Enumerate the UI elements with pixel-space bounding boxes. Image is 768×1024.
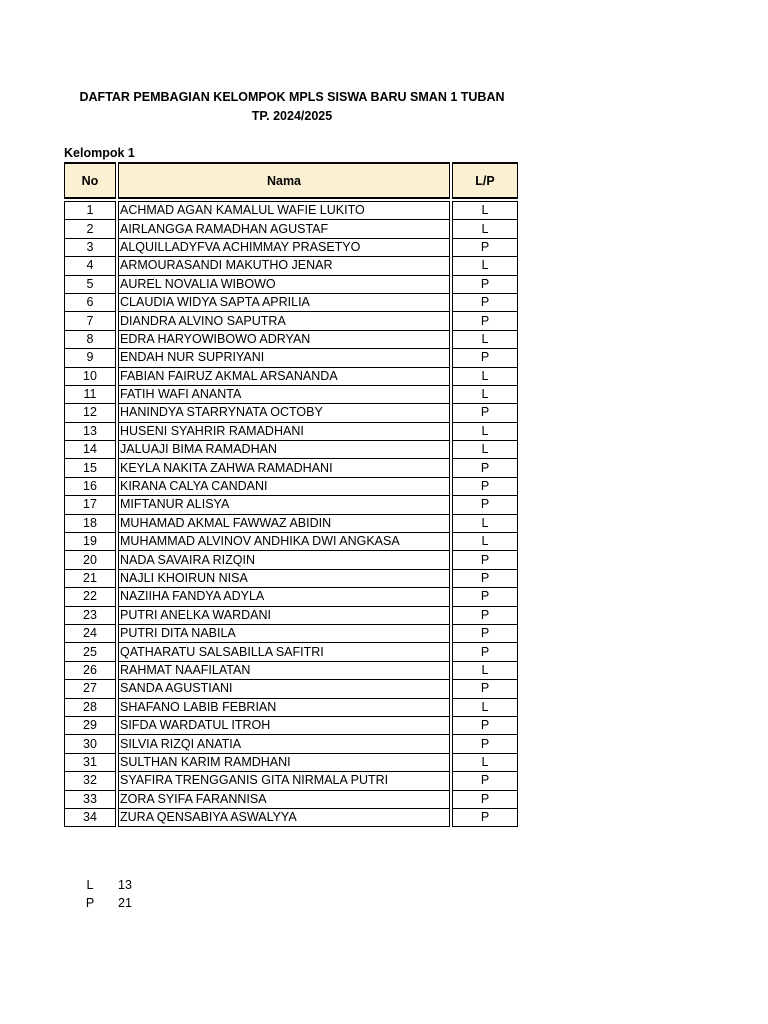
student-name: SYAFIRA TRENGGANIS GITA NIRMALA PUTRI bbox=[118, 772, 450, 790]
row-number: 5 bbox=[64, 276, 116, 294]
student-name: ARMOURASANDI MAKUTHO JENAR bbox=[118, 257, 450, 275]
student-name: MUHAMAD AKMAL FAWWAZ ABIDIN bbox=[118, 515, 450, 533]
student-name: FABIAN FAIRUZ AKMAL ARSANANDA bbox=[118, 368, 450, 386]
student-name: EDRA HARYOWIBOWO ADRYAN bbox=[118, 331, 450, 349]
table-row bbox=[64, 478, 518, 496]
document-subtitle: TP. 2024/2025 bbox=[251, 109, 333, 123]
table-row bbox=[64, 294, 518, 312]
student-gender: P bbox=[452, 570, 518, 588]
table-row bbox=[64, 257, 518, 275]
table-row bbox=[64, 368, 518, 386]
student-gender: P bbox=[452, 551, 518, 569]
row-number: 4 bbox=[64, 257, 116, 275]
row-number: 10 bbox=[64, 368, 116, 386]
table-row bbox=[64, 791, 518, 809]
row-number: 11 bbox=[64, 386, 116, 404]
student-name: NAJLI KHOIRUN NISA bbox=[118, 570, 450, 588]
row-number: 20 bbox=[64, 551, 116, 569]
student-table bbox=[62, 162, 520, 827]
student-gender: L bbox=[452, 201, 518, 220]
summary-count: 21 bbox=[118, 896, 132, 910]
student-gender: L bbox=[452, 368, 518, 386]
student-name: PUTRI DITA NABILA bbox=[118, 625, 450, 643]
student-gender: L bbox=[452, 220, 518, 238]
table-row bbox=[64, 809, 518, 827]
student-name: SILVIA RIZQI ANATIA bbox=[118, 735, 450, 753]
summary-count: 13 bbox=[118, 878, 132, 892]
student-name: SHAFANO LABIB FEBRIAN bbox=[118, 699, 450, 717]
table-body bbox=[64, 199, 518, 827]
table-row bbox=[64, 754, 518, 772]
student-gender: L bbox=[452, 331, 518, 349]
group-label: Kelompok 1 bbox=[64, 146, 135, 160]
student-name: NADA SAVAIRA RIZQIN bbox=[118, 551, 450, 569]
student-gender: P bbox=[452, 607, 518, 625]
summary-key: P bbox=[85, 896, 95, 910]
student-name: ZURA QENSABIYA ASWALYYA bbox=[118, 809, 450, 827]
summary-row bbox=[80, 876, 132, 894]
row-number: 28 bbox=[64, 699, 116, 717]
student-gender: P bbox=[452, 717, 518, 735]
student-gender: P bbox=[452, 276, 518, 294]
table-row bbox=[64, 570, 518, 588]
header-no: No bbox=[64, 162, 116, 199]
student-gender: P bbox=[452, 312, 518, 330]
table-row bbox=[64, 735, 518, 753]
row-number: 12 bbox=[64, 404, 116, 422]
row-number: 31 bbox=[64, 754, 116, 772]
header-name: Nama bbox=[118, 162, 450, 199]
table-row bbox=[64, 717, 518, 735]
row-number: 6 bbox=[64, 294, 116, 312]
row-number: 30 bbox=[64, 735, 116, 753]
student-name: KIRANA CALYA CANDANI bbox=[118, 478, 450, 496]
row-number: 32 bbox=[64, 772, 116, 790]
row-number: 2 bbox=[64, 220, 116, 238]
student-gender: L bbox=[452, 754, 518, 772]
table-header bbox=[64, 162, 518, 199]
student-name: KEYLA NAKITA ZAHWA RAMADHANI bbox=[118, 459, 450, 477]
table-row bbox=[64, 533, 518, 551]
row-number: 14 bbox=[64, 441, 116, 459]
table-row bbox=[64, 772, 518, 790]
student-name: ALQUILLADYFVA ACHIMMAY PRASETYO bbox=[118, 239, 450, 257]
student-name: NAZIIHA FANDYA ADYLA bbox=[118, 588, 450, 606]
table-row bbox=[64, 643, 518, 661]
table-row bbox=[64, 386, 518, 404]
student-name: AIRLANGGA RAMADHAN AGUSTAF bbox=[118, 220, 450, 238]
summary-row bbox=[80, 894, 132, 912]
row-number: 24 bbox=[64, 625, 116, 643]
student-gender: P bbox=[452, 404, 518, 422]
row-number: 29 bbox=[64, 717, 116, 735]
row-number: 19 bbox=[64, 533, 116, 551]
student-name: JALUAJI BIMA RAMADHAN bbox=[118, 441, 450, 459]
student-gender: L bbox=[452, 515, 518, 533]
student-name: DIANDRA ALVINO SAPUTRA bbox=[118, 312, 450, 330]
table-row bbox=[64, 201, 518, 220]
table-row bbox=[64, 404, 518, 422]
table-row bbox=[64, 423, 518, 441]
student-gender: P bbox=[452, 459, 518, 477]
row-number: 7 bbox=[64, 312, 116, 330]
student-name: AUREL NOVALIA WIBOWO bbox=[118, 276, 450, 294]
table-row bbox=[64, 588, 518, 606]
row-number: 23 bbox=[64, 607, 116, 625]
table-row bbox=[64, 515, 518, 533]
student-gender: P bbox=[452, 735, 518, 753]
row-number: 27 bbox=[64, 680, 116, 698]
student-name: QATHARATU SALSABILLA SAFITRI bbox=[118, 643, 450, 661]
student-gender: L bbox=[452, 423, 518, 441]
student-name: ENDAH NUR SUPRIYANI bbox=[118, 349, 450, 367]
student-gender: P bbox=[452, 625, 518, 643]
table-row bbox=[64, 239, 518, 257]
row-number: 17 bbox=[64, 496, 116, 514]
student-name: CLAUDIA WIDYA SAPTA APRILIA bbox=[118, 294, 450, 312]
row-number: 25 bbox=[64, 643, 116, 661]
student-gender: L bbox=[452, 386, 518, 404]
row-number: 16 bbox=[64, 478, 116, 496]
student-name: SANDA AGUSTIANI bbox=[118, 680, 450, 698]
student-name: ACHMAD AGAN KAMALUL WAFIE LUKITO bbox=[118, 201, 450, 220]
table-row bbox=[64, 607, 518, 625]
table-row bbox=[64, 349, 518, 367]
table-row bbox=[64, 331, 518, 349]
summary-key: L bbox=[86, 878, 94, 892]
gender-summary bbox=[80, 876, 132, 912]
table-row bbox=[64, 441, 518, 459]
student-gender: P bbox=[452, 588, 518, 606]
table-row bbox=[64, 459, 518, 477]
row-number: 9 bbox=[64, 349, 116, 367]
student-gender: L bbox=[452, 257, 518, 275]
student-name: MUHAMMAD ALVINOV ANDHIKA DWI ANGKASA bbox=[118, 533, 450, 551]
row-number: 21 bbox=[64, 570, 116, 588]
student-gender: P bbox=[452, 680, 518, 698]
student-name: PUTRI ANELKA WARDANI bbox=[118, 607, 450, 625]
student-gender: P bbox=[452, 478, 518, 496]
student-name: HANINDYA STARRYNATA OCTOBY bbox=[118, 404, 450, 422]
row-number: 13 bbox=[64, 423, 116, 441]
student-name: ZORA SYIFA FARANNISA bbox=[118, 791, 450, 809]
table-row bbox=[64, 276, 518, 294]
student-name: FATIH WAFI ANANTA bbox=[118, 386, 450, 404]
table-row bbox=[64, 662, 518, 680]
student-name: SULTHAN KARIM RAMDHANI bbox=[118, 754, 450, 772]
student-name: HUSENI SYAHRIR RAMADHANI bbox=[118, 423, 450, 441]
table-row bbox=[64, 680, 518, 698]
student-gender: P bbox=[452, 349, 518, 367]
table-row bbox=[64, 220, 518, 238]
row-number: 22 bbox=[64, 588, 116, 606]
row-number: 26 bbox=[64, 662, 116, 680]
student-gender: P bbox=[452, 791, 518, 809]
student-gender: L bbox=[452, 699, 518, 717]
row-number: 34 bbox=[64, 809, 116, 827]
student-name: MIFTANUR ALISYA bbox=[118, 496, 450, 514]
student-gender: P bbox=[452, 772, 518, 790]
student-gender: P bbox=[452, 496, 518, 514]
student-gender: P bbox=[452, 239, 518, 257]
student-gender: L bbox=[452, 662, 518, 680]
student-gender: L bbox=[452, 533, 518, 551]
header-gender: L/P bbox=[452, 162, 518, 199]
row-number: 33 bbox=[64, 791, 116, 809]
table-row bbox=[64, 625, 518, 643]
row-number: 1 bbox=[64, 201, 116, 220]
student-gender: P bbox=[452, 809, 518, 827]
table-row bbox=[64, 699, 518, 717]
row-number: 3 bbox=[64, 239, 116, 257]
student-gender: L bbox=[452, 441, 518, 459]
student-gender: P bbox=[452, 643, 518, 661]
student-name: SIFDA WARDATUL ITROH bbox=[118, 717, 450, 735]
row-number: 15 bbox=[64, 459, 116, 477]
row-number: 8 bbox=[64, 331, 116, 349]
table-row bbox=[64, 551, 518, 569]
table-row bbox=[64, 496, 518, 514]
student-name: RAHMAT NAAFILATAN bbox=[118, 662, 450, 680]
row-number: 18 bbox=[64, 515, 116, 533]
table-row bbox=[64, 312, 518, 330]
document-title: DAFTAR PEMBAGIAN KELOMPOK MPLS SISWA BARU SMAN 1 TUBAN bbox=[79, 90, 505, 104]
student-gender: P bbox=[452, 294, 518, 312]
